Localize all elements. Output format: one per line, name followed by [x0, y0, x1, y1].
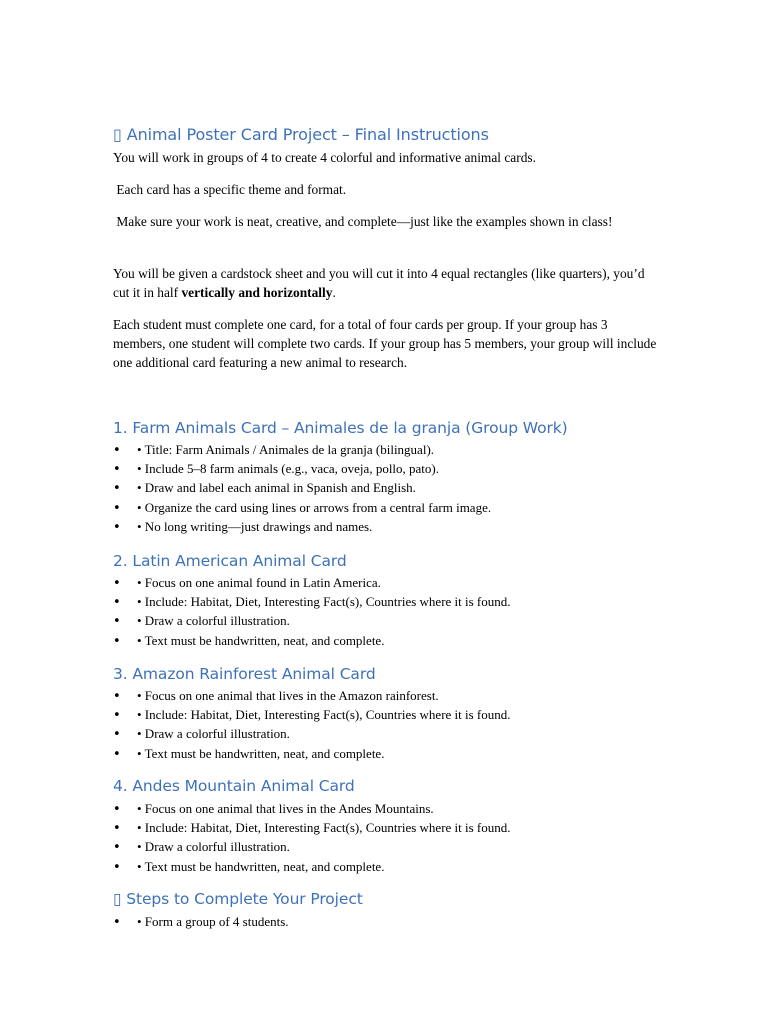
list-item: • • Text must be handwritten, neat, and complete. — [113, 857, 511, 876]
list-item: • • Text must be handwritten, neat, and complete. — [113, 744, 511, 763]
section-list-andes-mountain — [113, 799, 511, 876]
missing-glyph-icon: ▯ — [113, 890, 122, 908]
bullet-icon: • — [113, 746, 121, 762]
section-list-latin-american — [113, 573, 511, 650]
list-item: • • Include 5–8 farm animals (e.g., vaca, oveja, pollo, pato). — [113, 459, 491, 478]
list-item: • • Focus on one animal that lives in the Amazon rainforest. — [113, 686, 511, 705]
bullet-icon: • — [113, 633, 121, 649]
bullet-icon: • — [113, 840, 121, 856]
section-heading-andes-mountain: 4. Andes Mountain Animal Card — [113, 777, 355, 795]
intro-paragraph-1: You will work in groups of 4 to create 4 colorful and informative animal cards. — [113, 150, 536, 165]
bullet-icon: • — [113, 915, 121, 930]
list-item: • • Text must be handwritten, neat, and complete. — [113, 631, 511, 650]
intro-paragraph-4 — [113, 264, 663, 302]
section-list-amazon-rainforest — [113, 686, 511, 763]
bullet-icon: • — [113, 576, 121, 591]
bullet-icon: • — [113, 500, 121, 516]
intro-paragraph-4-text: You will be given a cardstock sheet and you will cut it into 4 equal rectangles (like quarters), you’d cut it in half — [113, 266, 645, 300]
bullet-icon: • — [113, 519, 121, 535]
list-item: • • Draw and label each animal in Spanish and English. — [113, 478, 491, 497]
intro-paragraph-4-end: . — [332, 285, 336, 300]
list-item: • • Title: Farm Animals / Animales de la granja (bilingual). — [113, 440, 491, 459]
page-title — [113, 125, 489, 144]
intro-paragraph-5: Each student must complete one card, for a total of four cards per group. If your group has 3 members, one student will complete two cards. If your group has 5 members, your group will include one additional card featuring a new animal to research. — [113, 317, 657, 370]
bullet-icon: • — [113, 802, 121, 817]
list-item: • • Form a group of 4 students. — [113, 912, 289, 931]
section-list-steps — [113, 912, 289, 931]
section-heading-farm-animals: 1. Farm Animals Card – Animales de la granja (Group Work) — [113, 419, 568, 437]
page-title-text: Animal Poster Card Project – Final Instructions — [126, 125, 489, 144]
bullet-icon: • — [113, 462, 121, 478]
list-item: • • Focus on one animal found in Latin America. — [113, 573, 511, 592]
intro-paragraph-3: Make sure your work is neat, creative, and complete—just like the examples shown in class! — [113, 214, 613, 229]
list-item: • • Include: Habitat, Diet, Interesting Fact(s), Countries where it is found. — [113, 705, 511, 724]
bullet-icon: • — [113, 443, 121, 458]
section-list-farm-animals — [113, 440, 491, 536]
intro-paragraph-2: Each card has a specific theme and format. — [113, 182, 347, 197]
missing-glyph-icon: ▯ — [113, 125, 122, 144]
list-item: • • Organize the card using lines or arrows from a central farm image. — [113, 498, 491, 517]
list-item: • • Focus on one animal that lives in the Andes Mountains. — [113, 799, 511, 818]
steps-heading-text: Steps to Complete Your Project — [126, 890, 363, 908]
bullet-icon: • — [113, 595, 121, 611]
bullet-icon: • — [113, 708, 121, 724]
bullet-icon: • — [113, 821, 121, 837]
bullet-icon: • — [113, 727, 121, 743]
list-item: • • Draw a colorful illustration. — [113, 724, 511, 743]
bullet-icon: • — [113, 689, 121, 704]
section-heading-steps — [113, 890, 363, 908]
list-item: • • No long writing—just drawings and names. — [113, 517, 491, 536]
bullet-icon: • — [113, 614, 121, 630]
bullet-icon: • — [113, 481, 121, 497]
list-item: • • Include: Habitat, Diet, Interesting Fact(s), Countries where it is found. — [113, 818, 511, 837]
list-item: • • Draw a colorful illustration. — [113, 611, 511, 630]
bullet-icon: • — [113, 859, 121, 875]
list-item: • • Draw a colorful illustration. — [113, 837, 511, 856]
intro-paragraph-4-bold: vertically and horizontally — [181, 285, 333, 300]
section-heading-latin-american: 2. Latin American Animal Card — [113, 552, 347, 570]
section-heading-amazon-rainforest: 3. Amazon Rainforest Animal Card — [113, 665, 376, 683]
list-item: • • Include: Habitat, Diet, Interesting Fact(s), Countries where it is found. — [113, 592, 511, 611]
